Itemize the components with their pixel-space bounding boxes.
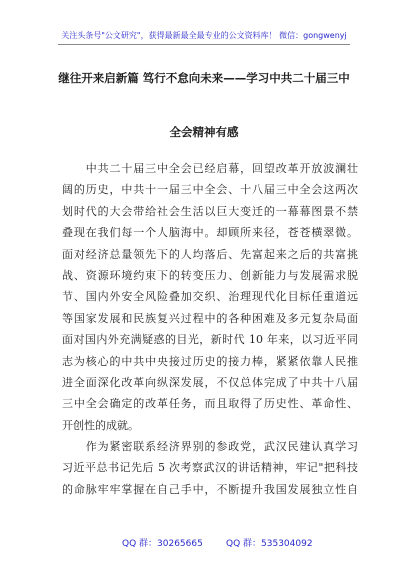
document-body (62, 158, 358, 500)
body-line: 的命脉牢牢掌握在自己手中，不断提升我国发展独立性自 (62, 482, 358, 496)
document-title-line-1: 继往开来启新篇 笃行不怠向未来——学习中共二十届三中 (58, 71, 350, 85)
body-line: 节、国内外安全风险叠加交织、治理现代化目标任重道远 (62, 290, 358, 304)
footer (0, 536, 408, 552)
body-line: 习近平总书记先后 5 次考察武汉的讲话精神，牢记"把科技 (62, 461, 358, 475)
qq-group-left: QQ 群：30265665 (122, 539, 203, 549)
body-line: 等国家发展和民族复兴过程中的各种困难及多元复杂局面 (62, 311, 358, 325)
body-line: 战、资源环境约束下的转变压力、创新能力与发展需求脱 (62, 268, 358, 282)
body-line: 划时代的大会带给社会生活以巨大变迁的一幕幕图景不禁 (62, 204, 358, 218)
body-line: 三中全会确定的改革任务，而且取得了历史性、革命性、 (62, 397, 358, 411)
body-line: 志为核心的中共中央接过历史的接力棒，紧紧依靠人民推 (62, 354, 358, 368)
qq-group-right: QQ 群：535304092 (226, 539, 313, 549)
body-line: 面对国内外充满疑惑的目光，新时代 10 年来，以习近平同 (62, 333, 358, 347)
body-line: 作为紧密联系经济界别的参政党，武汉民建认真学习 (62, 440, 358, 454)
header-banner: 关注头条号"公文研究"，获得最新最全最专业的公文资料库！ 微信：gongwenyj (61, 31, 347, 40)
body-line: 阔的历史，中共十一届三中全会、十八届三中全会这两次 (62, 183, 358, 197)
body-line: 面对经济总量领先下的人均落后、先富起来之后的共富挑 (62, 247, 358, 261)
document-title-line-2: 全会精神有感 (169, 125, 239, 139)
body-line: 进全面深化改革向纵深发展，不仅总体完成了中共十八届 (62, 375, 358, 389)
body-line: 开创性的成就。 (62, 418, 139, 432)
body-line: 中共二十届三中全会已经启幕，回望改革开放波澜壮 (62, 162, 358, 175)
body-line: 叠现在我们每一个人脑海中。却顾所来径，苍苍横翠微。 (62, 226, 358, 240)
header-divider (58, 44, 350, 45)
